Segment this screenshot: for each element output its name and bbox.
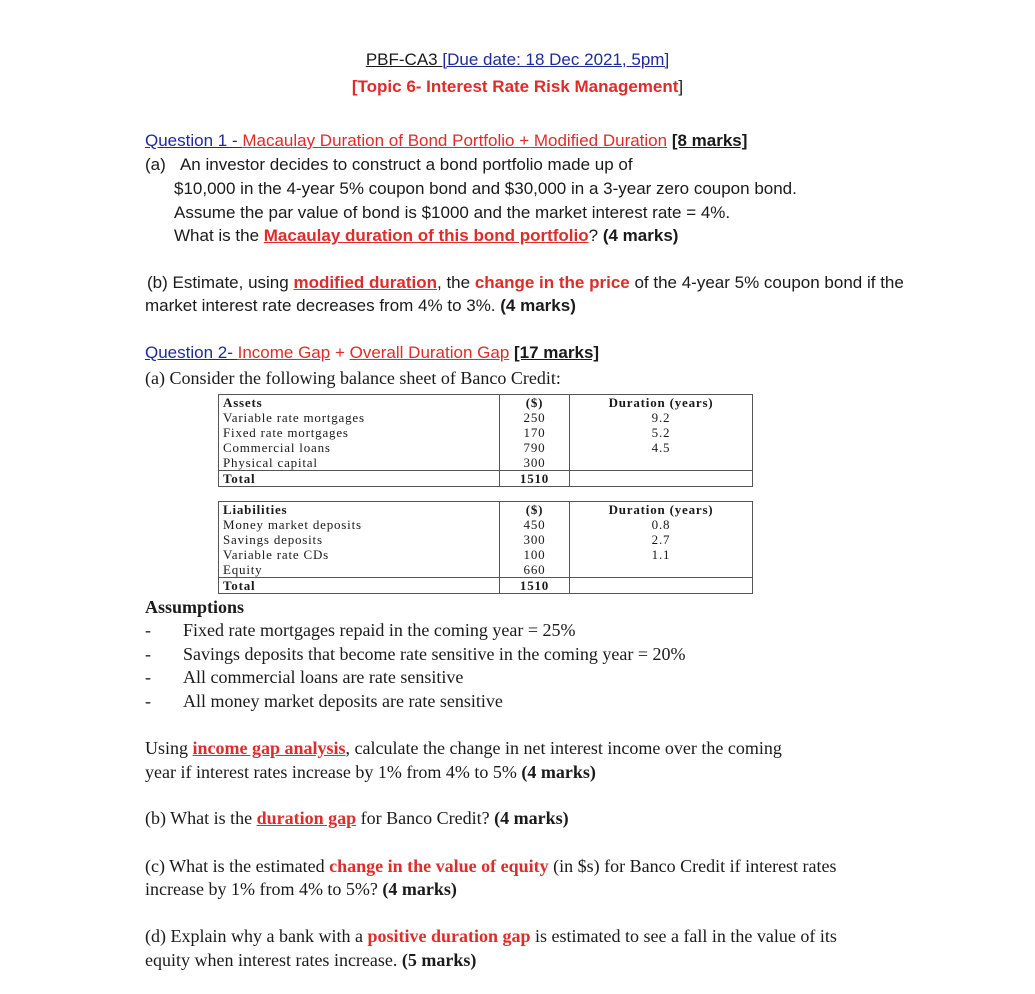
list-item: - Fixed rate mortgages repaid in the coming year = 25%	[145, 620, 576, 640]
table-row: Physical capital 300	[219, 455, 753, 471]
q1-topic: Macaulay Duration of Bond Portfolio + Modified Duration	[242, 131, 668, 150]
positive-duration-gap-emphasis: positive duration gap	[367, 926, 531, 946]
q2c-line-2: increase by 1% from 4% to 5%? (4 marks)	[145, 879, 457, 899]
q1a-line-4: What is the Macaulay duration of this bond portfolio? (4 marks)	[174, 226, 679, 245]
liabilities-total-row: Total 1510	[219, 578, 753, 594]
assets-header-row: Assets ($) Duration (years)	[219, 395, 753, 411]
topic-title: Topic 6- Interest Rate Risk Management	[357, 77, 679, 96]
macaulay-duration-emphasis: Macaulay duration of this bond portfolio	[263, 226, 589, 245]
q1b-line-2: market interest rate decreases from 4% to 3%. (4 marks)	[145, 296, 576, 315]
course-code: PBF-CA3	[365, 50, 443, 69]
q2a-line-2: year if interest rates increase by 1% from 4% to 5% (4 marks)	[145, 762, 596, 782]
table-row: Equity 660	[219, 562, 753, 578]
q2d-line-2: equity when interest rates increase. (5 marks)	[145, 950, 477, 970]
q1a-line-1: (a) An investor decides to construct a bond portfolio made up of	[145, 155, 633, 174]
assumptions-title: Assumptions	[145, 597, 245, 617]
due-date: [Due date: 18 Dec 2021, 5pm]	[442, 50, 670, 69]
table-row: Commercial loans 790 4.5	[219, 440, 753, 455]
header-line-2: [Topic 6- Interest Rate Risk Management]	[351, 77, 684, 96]
table-row: Savings deposits 300 2.7	[219, 532, 753, 547]
modified-duration-emphasis: modified duration	[293, 273, 437, 292]
table-row: Money market deposits 450 0.8	[219, 517, 753, 532]
q2-topic-duration-gap: Overall Duration Gap	[349, 343, 510, 362]
list-item: - All commercial loans are rate sensitive	[145, 667, 464, 687]
q2c-line-1: (c) What is the estimated change in the value of equity (in $s) for Banco Credit if interest rates	[145, 856, 837, 876]
table-row: Variable rate mortgages 250 9.2	[219, 410, 753, 425]
q2-intro: (a) Consider the following balance sheet of Banco Credit:	[145, 368, 561, 388]
q1-marks: [8 marks]	[671, 131, 748, 150]
q2-heading: Question 2- Income Gap + Overall Duration Gap [17 marks]	[145, 343, 600, 362]
liabilities-header-row: Liabilities ($) Duration (years)	[219, 502, 753, 518]
change-in-price-emphasis: change in the price	[474, 273, 630, 292]
table-row: Fixed rate mortgages 170 5.2	[219, 425, 753, 440]
q2-topic-income-gap: Income Gap	[237, 343, 331, 362]
list-item: - All money market deposits are rate sensitive	[145, 691, 503, 711]
table-row: Variable rate CDs 100 1.1	[219, 547, 753, 562]
q1b-line-1: (b) Estimate, using modified duration, the change in the price of the 4-year 5% coupon bond if the	[147, 273, 904, 292]
q2d-line-1: (d) Explain why a bank with a positive duration gap is estimated to see a fall in the value of its	[145, 926, 837, 946]
q1a-line-2: $10,000 in the 4-year 5% coupon bond and $30,000 in a 3-year zero coupon bond.	[174, 179, 797, 198]
q1-heading: Question 1 - Macaulay Duration of Bond Portfolio + Modified Duration [8 marks]	[145, 131, 748, 150]
list-item: - Savings deposits that become rate sensitive in the coming year = 20%	[145, 644, 686, 664]
q2-marks: [17 marks]	[514, 343, 600, 362]
assets-total-row: Total 1510	[219, 471, 753, 487]
q2a-line-1: Using income gap analysis, calculate the change in net interest income over the coming	[145, 738, 782, 758]
liabilities-table	[218, 501, 753, 594]
q1a-line-3: Assume the par value of bond is $1000 and the market interest rate = 4%.	[174, 203, 731, 222]
duration-gap-emphasis: duration gap	[256, 808, 357, 828]
change-in-equity-emphasis: change in the value of equity	[329, 856, 549, 876]
assets-table	[218, 394, 753, 487]
q2b-line: (b) What is the duration gap for Banco Credit? (4 marks)	[145, 808, 569, 828]
income-gap-emphasis: income gap analysis	[192, 738, 346, 758]
header-line-1	[0, 50, 1035, 70]
